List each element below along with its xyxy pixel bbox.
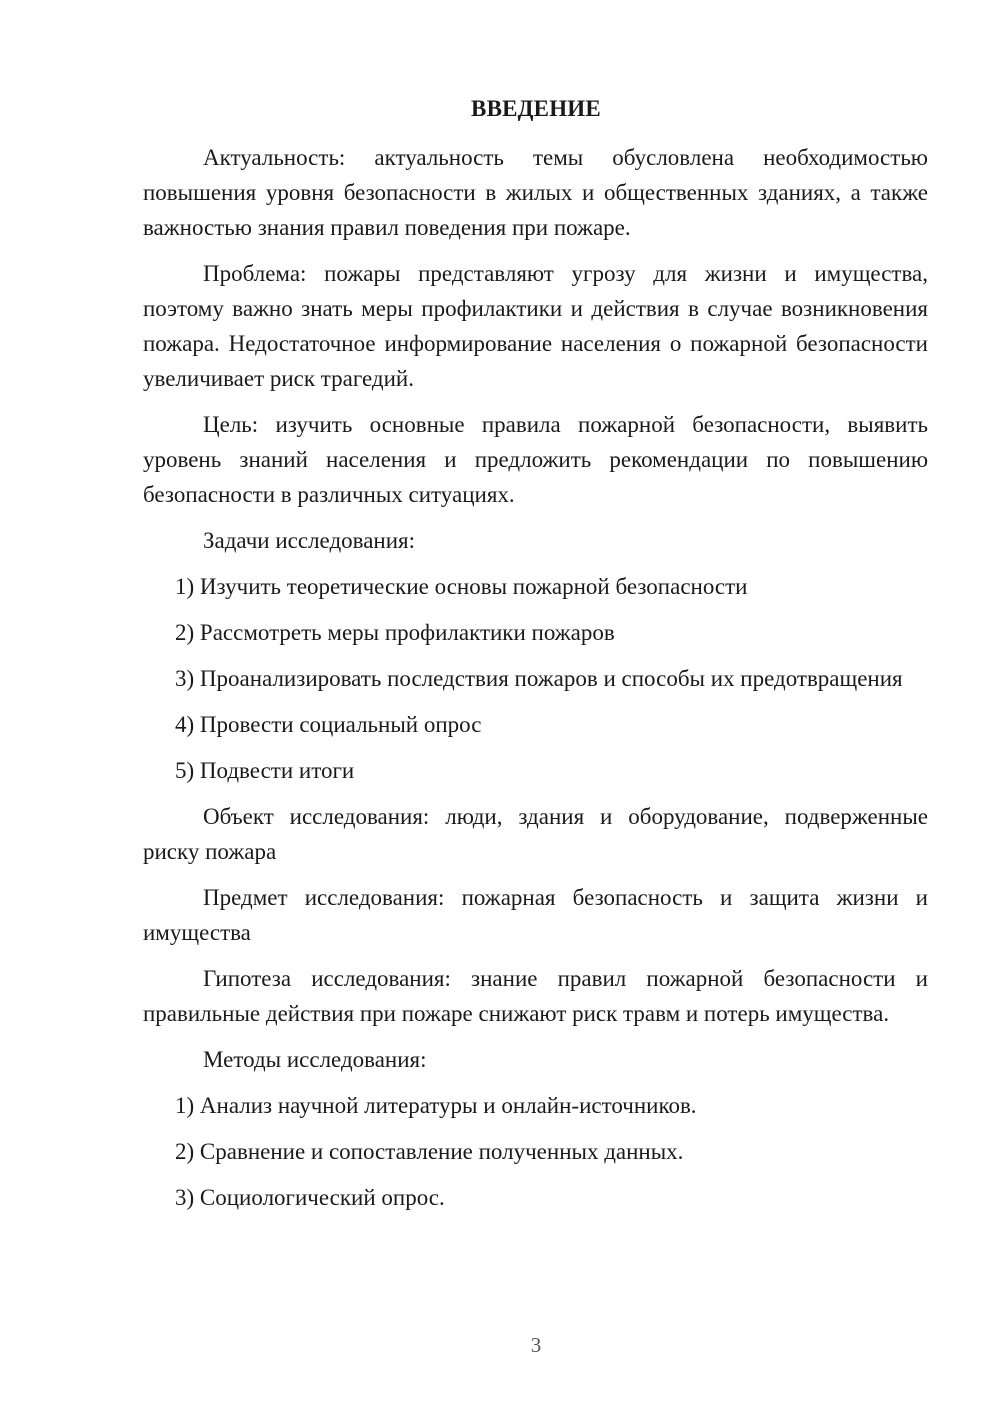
- paragraph-research-hypothesis: Гипотеза исследования: знание правил пожарной безопасности и правильные действия при пожаре снижают риск травм и потерь имущества.: [143, 966, 928, 1026]
- paragraph-relevance: Актуальность: актуальность темы обусловлена необходимостью повышения уровня безопасности в жилых и общественных зданиях, а также важностью знания правил поведения при пожаре.: [143, 145, 928, 240]
- tasks-heading: Задачи исследования:: [203, 528, 416, 553]
- list-item-task-1: 1) Изучить теоретические основы пожарной безопасности: [175, 574, 748, 599]
- methods-heading: Методы исследования:: [203, 1047, 427, 1072]
- paragraph-research-object: Объект исследования: люди, здания и оборудование, подверженные риску пожара: [143, 804, 928, 864]
- page-title: ВВЕДЕНИЕ: [471, 96, 601, 121]
- paragraph-goal: Цель: изучить основные правила пожарной безопасности, выявить уровень знаний населения и предложить рекомендации по повышению безопасности в различных ситуациях.: [143, 412, 928, 507]
- list-item-method-3: 3) Социологический опрос.: [175, 1185, 445, 1210]
- paragraph-research-subject: Предмет исследования: пожарная безопасность и защита жизни и имущества: [143, 885, 928, 945]
- tasks-list: [143, 569, 928, 788]
- list-item-task-4: 4) Провести социальный опрос: [175, 712, 482, 737]
- list-item-task-3: 3) Проанализировать последствия пожаров и способы их предотвращения: [175, 666, 903, 691]
- page-number: 3: [530, 1333, 542, 1357]
- list-item-method-2: 2) Сравнение и сопоставление полученных данных.: [175, 1139, 684, 1164]
- list-item-task-2: 2) Рассмотреть меры профилактики пожаров: [175, 620, 615, 645]
- paragraph-problem: Проблема: пожары представляют угрозу для жизни и имущества, поэтому важно знать меры профилактики и действия в случае возникновения пожара. Недостаточное информирование населения о пожарной безопасности увеличивает риск трагедий.: [143, 261, 928, 391]
- list-item-method-1: 1) Анализ научной литературы и онлайн-источников.: [175, 1093, 697, 1118]
- methods-list: [143, 1088, 928, 1215]
- list-item-task-5: 5) Подвести итоги: [175, 758, 355, 783]
- page-body: [143, 140, 928, 1226]
